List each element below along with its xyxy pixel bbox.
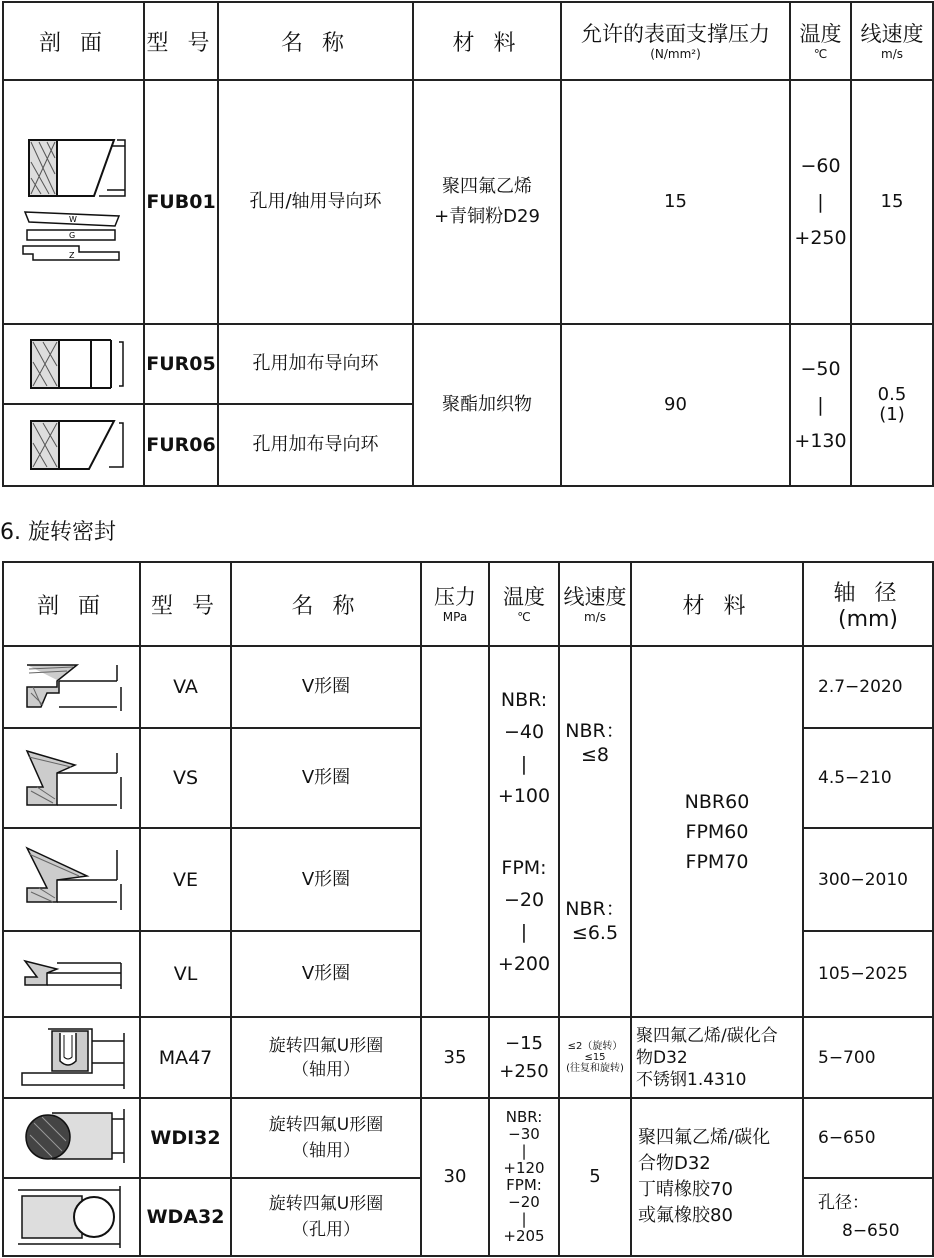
shaft-wdi32: 6−650 (803, 1098, 933, 1178)
model-vl: VL (140, 931, 231, 1017)
label-g: G (68, 231, 75, 240)
model-fub01: FUB01 (144, 80, 218, 324)
header-speed-label: 线速度 (860, 22, 924, 46)
v-ring-drawing (17, 743, 127, 813)
shaft-range: 8−650 (842, 1221, 900, 1241)
material-wd (631, 1098, 803, 1256)
model-ma47: MA47 (140, 1017, 231, 1098)
header-speed (851, 2, 933, 80)
material-fub01 (413, 80, 561, 324)
speed-fur (851, 324, 933, 486)
pressure-fur: 90 (561, 324, 790, 486)
model-ve: VE (140, 828, 231, 931)
table-row (3, 80, 933, 324)
model-vs: VS (140, 728, 231, 828)
material-line-2: 合物D32 (638, 1153, 711, 1174)
material-line-3: FPM70 (685, 850, 749, 873)
speed-note: (往复和旋转) (566, 1063, 624, 1074)
material-v (631, 646, 803, 1017)
model-va: VA (140, 646, 231, 728)
temp-min: −15 (505, 1032, 543, 1054)
material-line-1: 聚四氟乙烯 (442, 176, 532, 197)
temp-fpm-label: FPM: (501, 856, 547, 879)
speed-wd: 5 (559, 1098, 631, 1256)
temp-nbr-sep: | (520, 752, 528, 775)
header-material: 材 料 (631, 562, 803, 646)
name-ma47 (231, 1017, 421, 1098)
shaft-ve: 300−2010 (803, 828, 933, 931)
speed-reciprocating: ≤15 (584, 1052, 606, 1063)
temp-min: −50 (800, 358, 841, 380)
o-ring-u-seal-drawing (12, 1103, 132, 1173)
header-temp-unit: ℃ (813, 47, 828, 61)
material-line-2: FPM60 (685, 820, 749, 843)
fur05-cross-section (3, 324, 144, 404)
name-line-1: 旋转四氟U形圈 (268, 1115, 384, 1135)
pressure-ma47: 35 (421, 1017, 489, 1098)
vs-cross-section (3, 728, 140, 828)
shaft-va: 2.7−2020 (803, 646, 933, 728)
temp-max: +250 (794, 227, 847, 249)
spacer (490, 812, 558, 852)
header-pressure (561, 2, 790, 80)
name-line-2: （轴用） (292, 1059, 360, 1080)
temp-nbr-label: NBR: (505, 1108, 543, 1126)
va-cross-section (3, 646, 140, 728)
u-seal-drawing (12, 1023, 132, 1093)
ma47-cross-section (3, 1017, 140, 1098)
temp-nbr-max: +120 (503, 1159, 545, 1177)
name-fur05: 孔用加布导向环 (218, 324, 413, 404)
header-pressure-unit: MPa (442, 610, 468, 624)
temp-wd (489, 1098, 559, 1256)
name-vs: V形圈 (231, 728, 421, 828)
temp-fpm-max: +205 (503, 1227, 545, 1245)
pressure-fub01: 15 (561, 80, 790, 324)
temp-sep: | (817, 191, 824, 213)
temp-fur (790, 324, 851, 486)
label-w: W (68, 215, 77, 224)
wdi32-cross-section (3, 1098, 140, 1178)
material-fur: 聚酯加织物 (413, 324, 561, 486)
material-line-1: 聚四氟乙烯/碳化 (638, 1127, 771, 1148)
header-section: 剖 面 (3, 2, 144, 80)
guide-ring-table (2, 1, 934, 487)
name-wda32 (231, 1178, 421, 1256)
section-title: 6. 旋转密封 (0, 520, 116, 545)
o-ring-u-seal-drawing (12, 1182, 132, 1252)
header-temp (790, 2, 851, 80)
pressure-wd: 30 (421, 1098, 489, 1256)
temp-v (489, 646, 559, 1017)
fabric-guide-ring-drawing (19, 334, 129, 394)
table-row (3, 324, 933, 404)
header-speed-unit: m/s (881, 47, 903, 61)
header-name: 名 称 (231, 562, 421, 646)
header-temp-label: 温度 (503, 585, 545, 609)
header-pressure-label: 压力 (434, 585, 476, 609)
speed-fub01: 15 (851, 80, 933, 324)
header-pressure-unit: (N/mm²) (650, 47, 701, 61)
model-wda32: WDA32 (140, 1178, 231, 1256)
name-line-2: （轴用） (292, 1141, 360, 1161)
header-row (3, 562, 933, 646)
name-fub01: 孔用/轴用导向环 (218, 80, 413, 324)
fub01-cross-section (3, 80, 144, 324)
temp-nbr-min: −30 (508, 1125, 540, 1143)
speed-nbr-label-1: NBR： (565, 719, 625, 742)
material-ma47 (631, 1017, 803, 1098)
temp-fpm-sep: | (520, 920, 528, 943)
shaft-wda32 (803, 1178, 933, 1256)
model-fur06: FUR06 (144, 404, 218, 486)
temp-nbr-label: NBR: (500, 688, 548, 711)
header-speed (559, 562, 631, 646)
header-pressure-label: 允许的表面支撑压力 (581, 22, 770, 46)
temp-min: −60 (800, 155, 841, 177)
shaft-vl: 105−2025 (803, 931, 933, 1017)
header-section: 剖 面 (3, 562, 140, 646)
temp-max: +250 (499, 1060, 549, 1082)
header-temp-unit: ℃ (517, 610, 531, 624)
speed-ma47 (559, 1017, 631, 1098)
label-z: Z (68, 251, 74, 260)
speed-alt-value: (1) (879, 404, 905, 425)
header-model: 型 号 (144, 2, 218, 80)
fabric-guide-ring-drawing (19, 415, 129, 475)
temp-ma47 (489, 1017, 559, 1098)
temp-sep: | (817, 394, 824, 416)
ve-cross-section (3, 828, 140, 931)
shaft-label: 孔径： (818, 1193, 869, 1213)
material-line-1: 聚四氟乙烯/碳化合 (636, 1025, 778, 1046)
name-ve: V形圈 (231, 828, 421, 931)
pressure-v-empty (421, 646, 489, 1017)
table-row (3, 1098, 933, 1178)
temp-nbr-sep: | (521, 1142, 527, 1160)
speed-nbr-value-1: ≤8 (580, 743, 609, 766)
name-vl: V形圈 (231, 931, 421, 1017)
speed-nbr-value-2: ≤6.5 (571, 921, 619, 944)
material-line-3: 丁晴橡胶70 (638, 1179, 733, 1200)
material-line-1: NBR60 (684, 790, 750, 813)
temp-fub01 (790, 80, 851, 324)
material-line-2: 物D32 (636, 1047, 688, 1068)
temp-fpm-max: +200 (497, 952, 551, 975)
shaft-ma47: 5−700 (803, 1017, 933, 1098)
speed-value: 0.5 (877, 384, 907, 405)
header-shaft (803, 562, 933, 646)
material-line-3: 不锈钢1.4310 (636, 1069, 747, 1090)
spacer (560, 767, 630, 897)
speed-nbr-label-2: NBR： (565, 897, 625, 920)
table-row (3, 646, 933, 728)
header-temp (489, 562, 559, 646)
name-line-1: 旋转四氟U形圈 (268, 1035, 384, 1056)
guide-ring-drawing (19, 122, 129, 282)
temp-max: +130 (794, 430, 847, 452)
temp-fpm-sep: | (521, 1210, 527, 1228)
name-line-2: （孔用） (292, 1220, 360, 1240)
material-line-4: 或氟橡胶80 (638, 1205, 733, 1226)
v-ring-drawing (17, 657, 127, 717)
header-material: 材 料 (413, 2, 561, 80)
fur06-cross-section (3, 404, 144, 486)
vl-cross-section (3, 931, 140, 1017)
header-speed-unit: m/s (584, 610, 606, 624)
speed-v (559, 646, 631, 1017)
model-wdi32: WDI32 (140, 1098, 231, 1178)
name-fur06: 孔用加布导向环 (218, 404, 413, 486)
temp-nbr-min: −40 (503, 720, 545, 743)
v-ring-drawing (17, 840, 127, 920)
name-line-1: 旋转四氟U形圈 (268, 1194, 384, 1214)
table-row (3, 1017, 933, 1098)
header-model: 型 号 (140, 562, 231, 646)
header-speed-label: 线速度 (563, 585, 627, 609)
rotary-seal-table (2, 561, 934, 1257)
material-line-2: +青铜粉D29 (434, 206, 540, 227)
name-wdi32 (231, 1098, 421, 1178)
header-pressure (421, 562, 489, 646)
speed-rotary: ≤2（旋转） (567, 1041, 623, 1052)
header-row (3, 2, 933, 80)
shaft-vs: 4.5−210 (803, 728, 933, 828)
temp-fpm-label: FPM: (506, 1176, 542, 1194)
v-ring-drawing (17, 949, 127, 999)
header-shaft-label: 轴 径 (833, 581, 903, 606)
model-fur05: FUR05 (144, 324, 218, 404)
name-va: V形圈 (231, 646, 421, 728)
header-temp-label: 温度 (799, 22, 842, 46)
header-shaft-unit: (mm) (837, 607, 899, 632)
header-name: 名 称 (218, 2, 413, 80)
temp-fpm-min: −20 (503, 888, 545, 911)
temp-nbr-max: +100 (497, 784, 551, 807)
wda32-cross-section (3, 1178, 140, 1256)
temp-fpm-min: −20 (508, 1193, 540, 1211)
